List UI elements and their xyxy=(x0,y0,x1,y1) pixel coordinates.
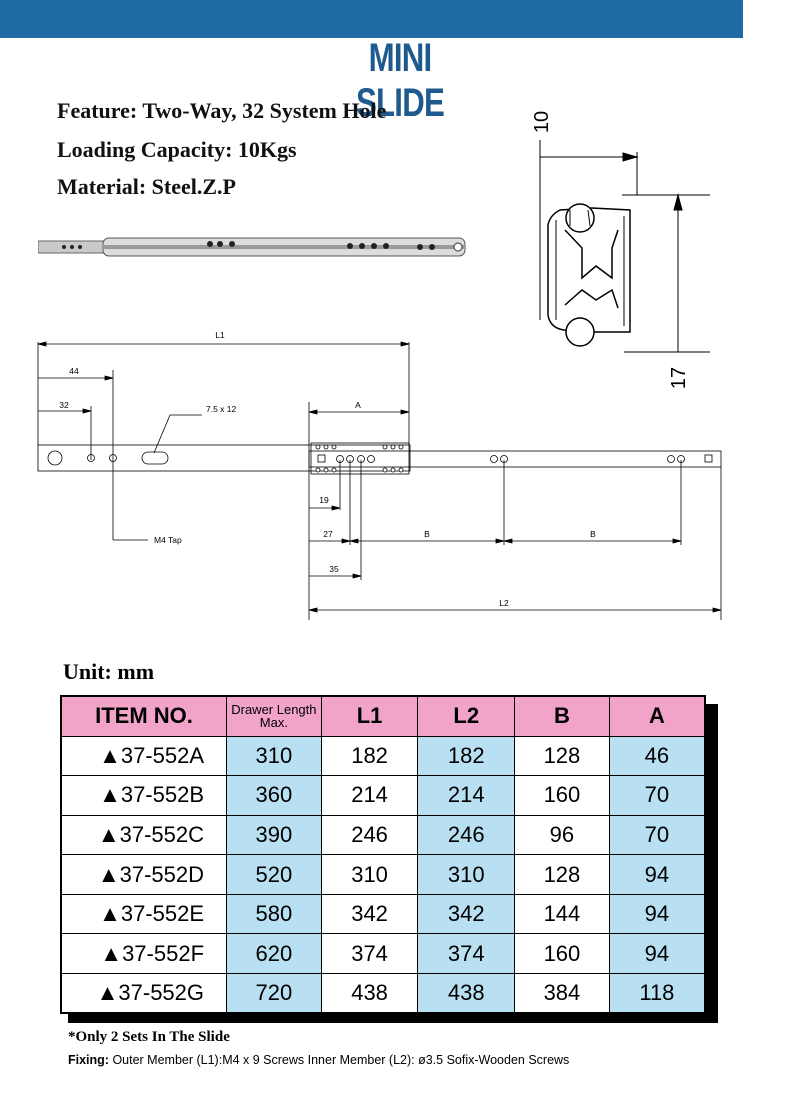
cell-b: 128 xyxy=(515,736,610,776)
cell-drawer: 390 xyxy=(227,815,322,855)
cell-a: 70 xyxy=(609,815,705,855)
cell-item: ▲37-552C xyxy=(61,815,227,855)
dim-27: 27 xyxy=(323,529,333,539)
technical-drawing xyxy=(30,330,730,620)
cell-a: 94 xyxy=(609,894,705,934)
header-l2: L2 xyxy=(418,696,515,736)
header-drawer-line2: Max. xyxy=(259,715,288,731)
dim-32: 32 xyxy=(59,400,69,410)
cell-b: 160 xyxy=(515,776,610,816)
cell-item: ▲37-552G xyxy=(61,974,227,1014)
cell-b: 96 xyxy=(515,815,610,855)
profile-height-label: 17 xyxy=(668,366,690,390)
header-drawer-line1: Drawer Length xyxy=(231,702,317,718)
header-bar xyxy=(0,0,743,38)
cell-l2: 246 xyxy=(418,815,515,855)
cell-l1: 310 xyxy=(321,855,418,895)
cell-item: ▲37-552F xyxy=(61,934,227,974)
cell-drawer: 360 xyxy=(227,776,322,816)
cell-drawer: 580 xyxy=(227,894,322,934)
cell-l1: 246 xyxy=(321,815,418,855)
cell-l1: 438 xyxy=(321,974,418,1014)
table-row xyxy=(61,776,705,816)
cell-item: ▲37-552A xyxy=(61,736,227,776)
cell-item: ▲37-552E xyxy=(61,894,227,934)
header-a: A xyxy=(609,696,705,736)
header-l1: L1 xyxy=(321,696,418,736)
header-b: B xyxy=(515,696,610,736)
table-row xyxy=(61,736,705,776)
cell-drawer: 520 xyxy=(227,855,322,895)
dim-m4-tap: M4 Tap xyxy=(154,535,182,545)
cell-l2: 342 xyxy=(418,894,515,934)
cell-a: 94 xyxy=(609,855,705,895)
cell-l1: 342 xyxy=(321,894,418,934)
dim-35: 35 xyxy=(329,564,339,574)
cell-item: ▲37-552B xyxy=(61,776,227,816)
cell-b: 160 xyxy=(515,934,610,974)
dim-19: 19 xyxy=(319,495,329,505)
sets-note: *Only 2 Sets In The Slide xyxy=(68,1029,230,1045)
cell-a: 70 xyxy=(609,776,705,816)
fixing-note xyxy=(68,1053,569,1067)
dim-b-2: B xyxy=(590,529,596,539)
cell-l1: 182 xyxy=(321,736,418,776)
cell-drawer: 720 xyxy=(227,974,322,1014)
table-row xyxy=(61,855,705,895)
cell-l1: 214 xyxy=(321,776,418,816)
page-title: MINI SLIDE xyxy=(356,36,444,125)
cell-a: 118 xyxy=(609,974,705,1014)
dim-l1: L1 xyxy=(215,330,225,340)
dim-b-1: B xyxy=(424,529,430,539)
cell-b: 144 xyxy=(515,894,610,934)
dim-44: 44 xyxy=(69,366,79,376)
cell-b: 128 xyxy=(515,855,610,895)
cell-l2: 438 xyxy=(418,974,515,1014)
cell-l2: 374 xyxy=(418,934,515,974)
cell-l1: 374 xyxy=(321,934,418,974)
dim-a: A xyxy=(355,400,361,410)
cell-a: 46 xyxy=(609,736,705,776)
cell-l2: 310 xyxy=(418,855,515,895)
cell-a: 94 xyxy=(609,934,705,974)
loading-capacity-text: Loading Capacity: 10Kgs xyxy=(57,137,297,162)
material-text: Material: Steel.Z.P xyxy=(57,174,236,199)
cell-b: 384 xyxy=(515,974,610,1014)
table-row xyxy=(61,894,705,934)
header-item-no: ITEM NO. xyxy=(61,696,227,736)
profile-width-label: 10 xyxy=(531,110,553,134)
feature-text: Feature: Two-Way, 32 System Hole xyxy=(57,98,387,123)
spec-table xyxy=(60,695,706,1014)
table-row xyxy=(61,934,705,974)
dim-slot: 7.5 x 12 xyxy=(206,404,237,414)
fixing-text: Outer Member (L1):M4 x 9 Screws Inner Member (L2): ø3.5 Sofix-Wooden Screws xyxy=(108,1053,570,1067)
cell-item: ▲37-552D xyxy=(61,855,227,895)
cell-l2: 214 xyxy=(418,776,515,816)
unit-label: Unit: mm xyxy=(63,659,155,684)
cell-drawer: 620 xyxy=(227,934,322,974)
table-header-row xyxy=(61,696,705,736)
cell-l2: 182 xyxy=(418,736,515,776)
dim-l2: L2 xyxy=(499,598,509,608)
header-drawer-length xyxy=(227,696,322,736)
cell-drawer: 310 xyxy=(227,736,322,776)
slide-photo xyxy=(38,232,470,264)
fixing-label: Fixing: xyxy=(68,1053,109,1067)
table-row xyxy=(61,815,705,855)
table-row xyxy=(61,974,705,1014)
